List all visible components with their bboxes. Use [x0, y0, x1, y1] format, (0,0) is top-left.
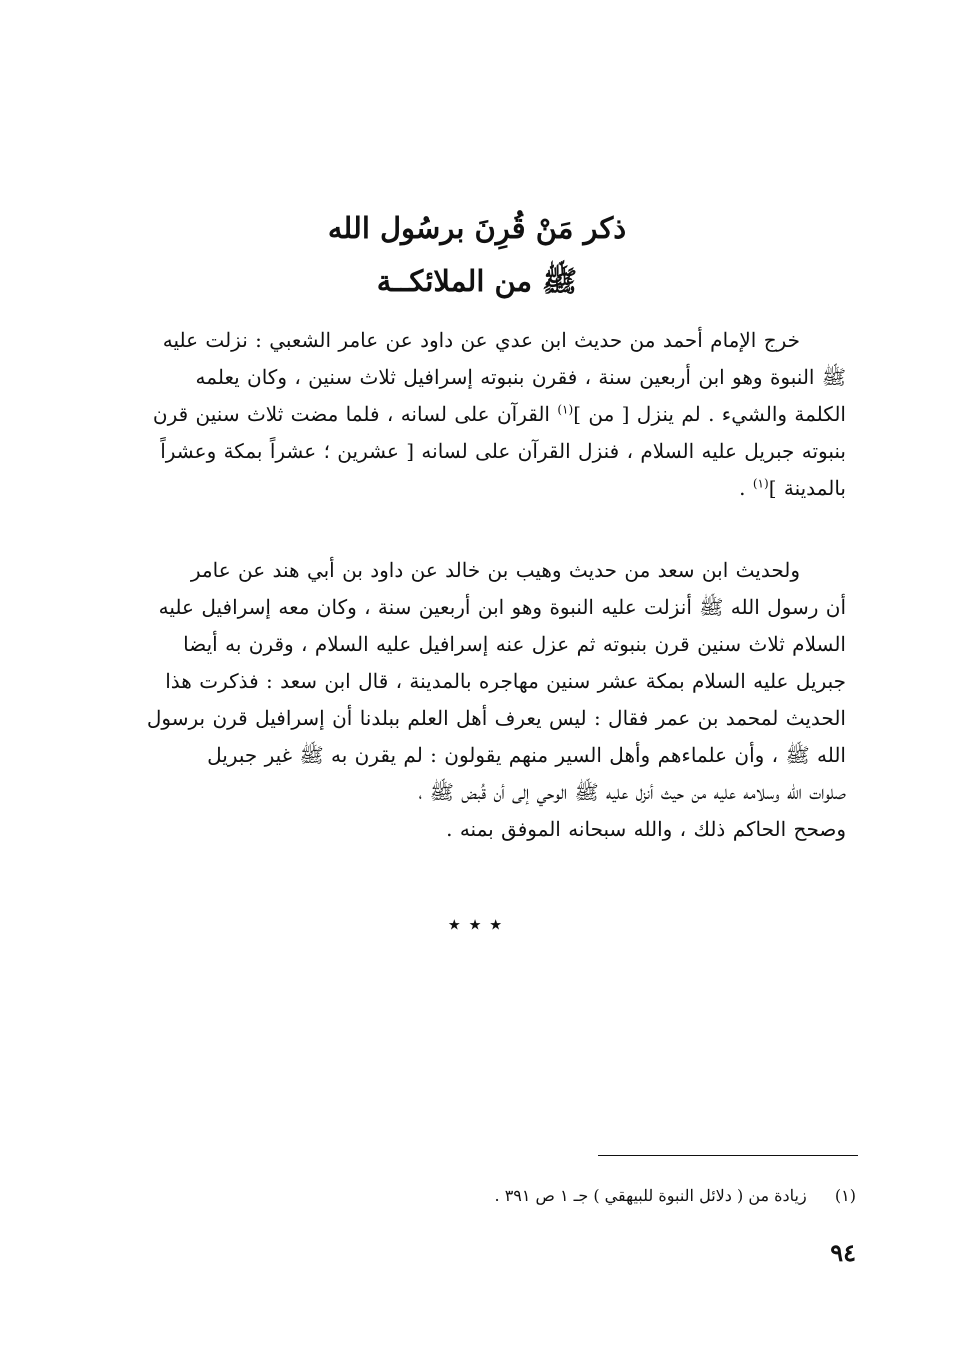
footnote	[300, 1184, 856, 1208]
paragraph-1-line-5b: .	[739, 476, 753, 500]
footnote-text: زيادة من ( دلائل النبوة للبيهقي ) جـ ١ ص ٣٩١ .	[494, 1186, 807, 1205]
paragraph-2	[120, 552, 846, 848]
paragraph-2-line-1: ولحديث ابن سعد من حديث وهيب بن خالد عن داود بن أبي هند عن عامر	[190, 558, 800, 582]
paragraph-1-line-3b: القرآن على لسانه ، فلما مضت ثلاث سنين قرن	[152, 402, 558, 426]
paragraph-2-line-4: جبريل عليه السلام بمكة عشر سنين مهاجره بالمدينة ، قال ابن سعد : فذكرت هذا	[165, 669, 846, 693]
footnote-divider	[598, 1155, 858, 1156]
paragraph-2-line-3: السلام ثلاث سنين قرن بنبوته ثم عزل عنه إسرافيل عليه السلام ، وقرن به أيضا	[183, 632, 846, 656]
paragraph-2-line-7: صلوات الله وسلامه عليه من حيث أنزل عليه ﷺ الوحي إلى أن قُبض ﷺ ،	[418, 780, 846, 804]
chapter-title-line-1: ذكر مَنْ قُرِنَ برسُول الله	[327, 211, 627, 245]
section-separator: ٭ ٭ ٭	[447, 910, 503, 938]
paragraph-2-line-6: الله ﷺ ، وأن علماءهم وأهل السير منهم يقولون : لم يقرن به ﷺ غير جبريل	[207, 743, 846, 767]
paragraph-2-line-8: وصحح الحاكم ذلك ، والله سبحانه الموفق بمنه .	[446, 817, 846, 841]
paragraph-2-line-5: الحديث لمحمد بن عمر فقال : ليس يعرف أهل العلم ببلدنا أن إسرافيل قرن برسول	[146, 706, 846, 730]
footnote-marker: (١)	[834, 1186, 856, 1205]
chapter-title-line-2: ﷺ من الملائكــة	[376, 264, 578, 298]
paragraph-1-line-5a: بالمدينة ]	[768, 476, 846, 500]
paragraph-2-line-2: أن رسول الله ﷺ أنزلت عليه النبوة وهو ابن أربعين سنة ، وكان معه إسرافيل عليه	[158, 595, 846, 619]
page-number: ٩٤	[830, 1238, 856, 1267]
footnote-reference: (١)	[752, 476, 769, 491]
paragraph-1-line-2: ﷺ النبوة وهو ابن أربعين سنة ، فقرن بنبوته إسرافيل ثلاث سنين ، وكان يعلمه	[195, 365, 846, 389]
footnote-reference: (١)	[557, 402, 574, 417]
paragraph-1-line-1: خرج الإمام أحمد من حديث ابن عدي عن داود عن عامر الشعبي : نزلت عليه	[162, 328, 800, 352]
paragraph-1	[120, 322, 846, 507]
paragraph-1-line-4: بنبوته جبريل عليه السلام ، فنزل القرآن على لسانه [ عشرين ؛ عشراً بمكة وعشراً	[160, 439, 846, 463]
paragraph-1-line-3a: الكلمة والشيء . لم ينزل [ من ]	[573, 402, 846, 426]
